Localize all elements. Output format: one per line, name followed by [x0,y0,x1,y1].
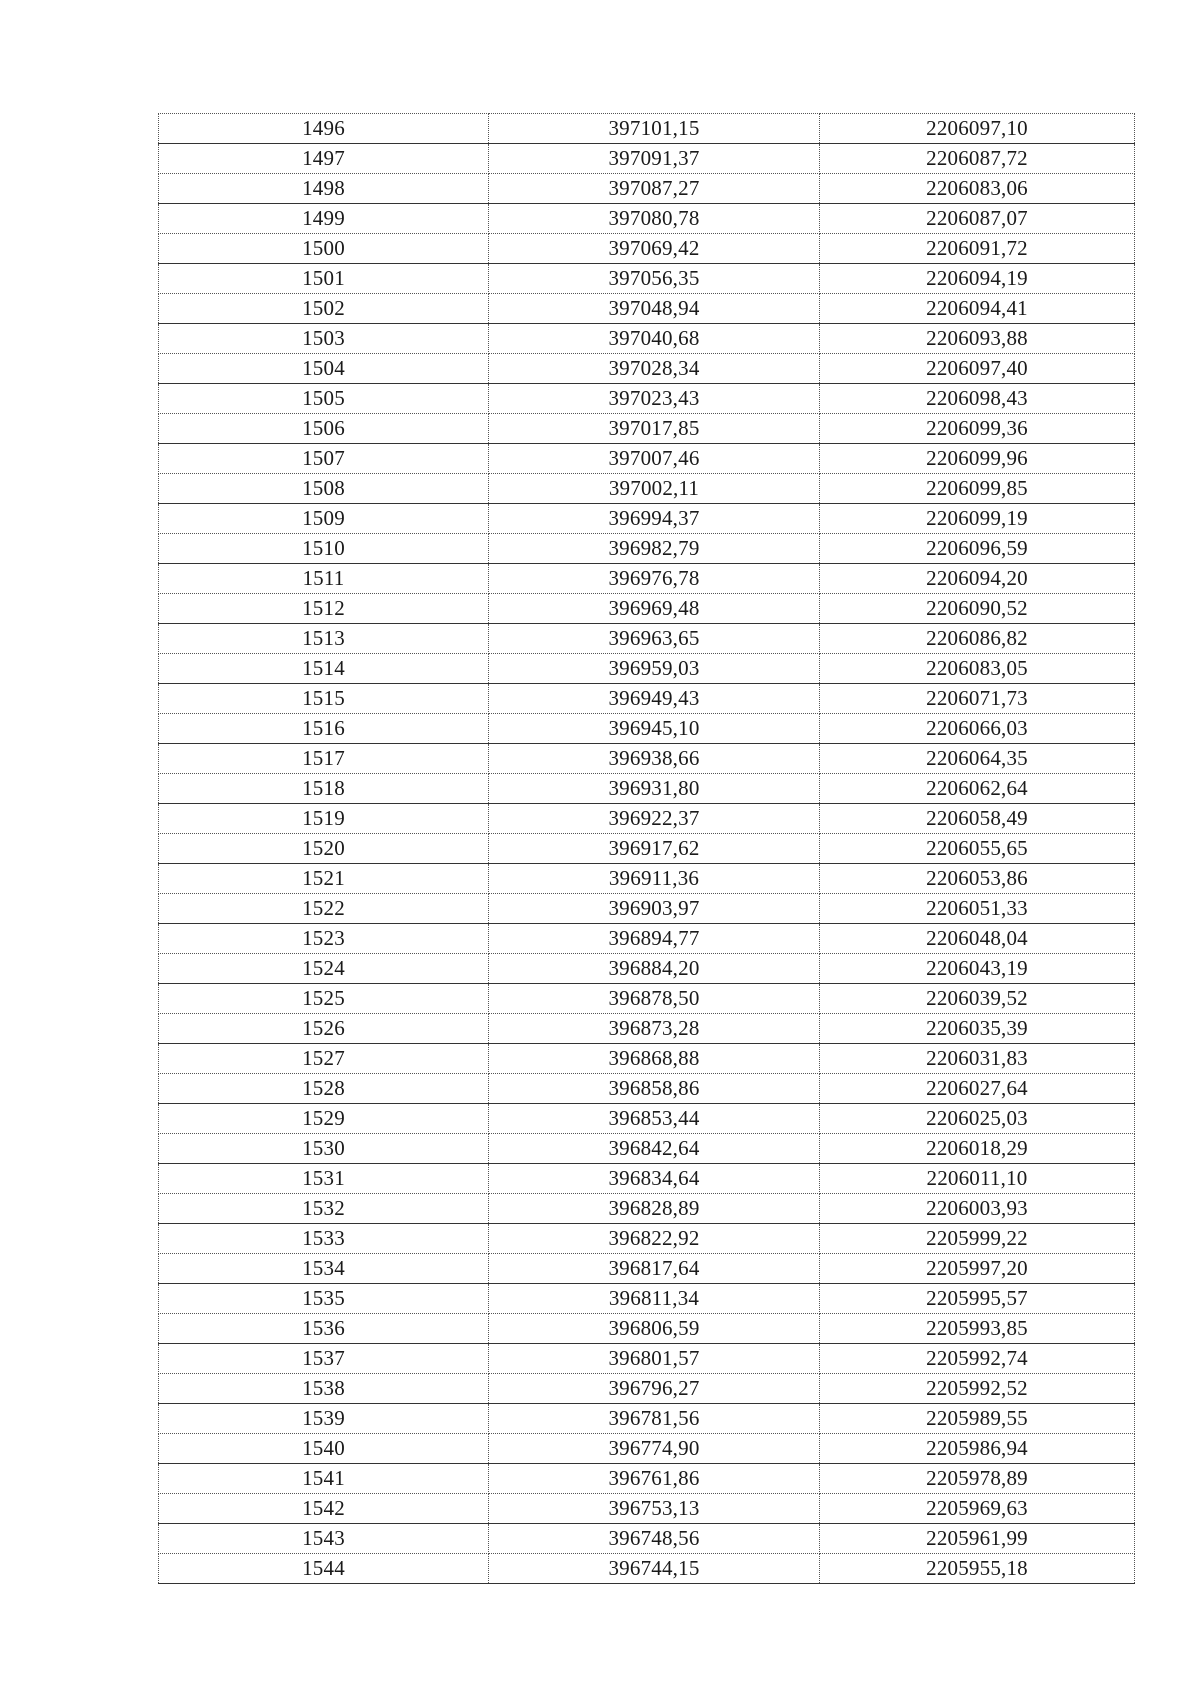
y-coordinate-cell: 2206083,06 [820,174,1135,204]
table-row [159,114,1135,144]
y-coordinate-cell: 2205989,55 [820,1404,1135,1434]
point-number-cell: 1540 [159,1434,489,1464]
y-coordinate-cell: 2205995,57 [820,1284,1135,1314]
y-coordinate-cell: 2206099,96 [820,444,1135,474]
point-number-cell: 1528 [159,1074,489,1104]
x-coordinate-cell: 397017,85 [489,414,820,444]
table-row [159,354,1135,384]
y-coordinate-cell: 2205992,74 [820,1344,1135,1374]
y-coordinate-cell: 2206083,05 [820,654,1135,684]
point-number-cell: 1541 [159,1464,489,1494]
point-number-cell: 1518 [159,774,489,804]
x-coordinate-cell: 396781,56 [489,1404,820,1434]
table-row [159,1044,1135,1074]
point-number-cell: 1531 [159,1164,489,1194]
point-number-cell: 1535 [159,1284,489,1314]
point-number-cell: 1503 [159,324,489,354]
point-number-cell: 1536 [159,1314,489,1344]
y-coordinate-cell: 2206099,36 [820,414,1135,444]
y-coordinate-cell: 2206094,41 [820,294,1135,324]
table-row [159,1344,1135,1374]
table-row [159,1164,1135,1194]
table-row [159,624,1135,654]
table-row [159,684,1135,714]
point-number-cell: 1527 [159,1044,489,1074]
y-coordinate-cell: 2206025,03 [820,1104,1135,1134]
table-row [159,1434,1135,1464]
x-coordinate-cell: 396811,34 [489,1284,820,1314]
point-number-cell: 1525 [159,984,489,1014]
y-coordinate-cell: 2206066,03 [820,714,1135,744]
point-number-cell: 1532 [159,1194,489,1224]
x-coordinate-cell: 396911,36 [489,864,820,894]
point-number-cell: 1500 [159,234,489,264]
point-number-cell: 1511 [159,564,489,594]
x-coordinate-cell: 396894,77 [489,924,820,954]
coordinates-table [158,113,1135,1584]
table-row [159,384,1135,414]
point-number-cell: 1504 [159,354,489,384]
table-row [159,504,1135,534]
point-number-cell: 1537 [159,1344,489,1374]
x-coordinate-cell: 396761,86 [489,1464,820,1494]
x-coordinate-cell: 396949,43 [489,684,820,714]
point-number-cell: 1505 [159,384,489,414]
table-row [159,264,1135,294]
x-coordinate-cell: 397002,11 [489,474,820,504]
point-number-cell: 1501 [159,264,489,294]
point-number-cell: 1533 [159,1224,489,1254]
x-coordinate-cell: 396945,10 [489,714,820,744]
y-coordinate-cell: 2205986,94 [820,1434,1135,1464]
point-number-cell: 1498 [159,174,489,204]
y-coordinate-cell: 2206099,19 [820,504,1135,534]
table-row [159,1224,1135,1254]
x-coordinate-cell: 396873,28 [489,1014,820,1044]
point-number-cell: 1512 [159,594,489,624]
point-number-cell: 1508 [159,474,489,504]
x-coordinate-cell: 397048,94 [489,294,820,324]
point-number-cell: 1524 [159,954,489,984]
x-coordinate-cell: 396922,37 [489,804,820,834]
y-coordinate-cell: 2206090,52 [820,594,1135,624]
x-coordinate-cell: 396834,64 [489,1164,820,1194]
point-number-cell: 1544 [159,1554,489,1584]
x-coordinate-cell: 396982,79 [489,534,820,564]
table-row [159,984,1135,1014]
y-coordinate-cell: 2206018,29 [820,1134,1135,1164]
table-row [159,1284,1135,1314]
y-coordinate-cell: 2206071,73 [820,684,1135,714]
point-number-cell: 1507 [159,444,489,474]
y-coordinate-cell: 2206097,40 [820,354,1135,384]
table-row [159,414,1135,444]
y-coordinate-cell: 2206055,65 [820,834,1135,864]
y-coordinate-cell: 2206091,72 [820,234,1135,264]
table-row [159,714,1135,744]
y-coordinate-cell: 2206039,52 [820,984,1135,1014]
x-coordinate-cell: 396878,50 [489,984,820,1014]
point-number-cell: 1496 [159,114,489,144]
x-coordinate-cell: 396884,20 [489,954,820,984]
table-row [159,144,1135,174]
x-coordinate-cell: 397023,43 [489,384,820,414]
x-coordinate-cell: 396748,56 [489,1524,820,1554]
point-number-cell: 1539 [159,1404,489,1434]
y-coordinate-cell: 2206043,19 [820,954,1135,984]
x-coordinate-cell: 396994,37 [489,504,820,534]
y-coordinate-cell: 2206035,39 [820,1014,1135,1044]
y-coordinate-cell: 2206064,35 [820,744,1135,774]
point-number-cell: 1526 [159,1014,489,1044]
table-row [159,864,1135,894]
y-coordinate-cell: 2205978,89 [820,1464,1135,1494]
point-number-cell: 1519 [159,804,489,834]
x-coordinate-cell: 396744,15 [489,1554,820,1584]
x-coordinate-cell: 396959,03 [489,654,820,684]
table-row [159,174,1135,204]
x-coordinate-cell: 396969,48 [489,594,820,624]
x-coordinate-cell: 396931,80 [489,774,820,804]
point-number-cell: 1538 [159,1374,489,1404]
point-number-cell: 1502 [159,294,489,324]
x-coordinate-cell: 397101,15 [489,114,820,144]
point-number-cell: 1510 [159,534,489,564]
x-coordinate-cell: 397080,78 [489,204,820,234]
table-row [159,1464,1135,1494]
table-row [159,1134,1135,1164]
table-row [159,804,1135,834]
y-coordinate-cell: 2206003,93 [820,1194,1135,1224]
x-coordinate-cell: 396938,66 [489,744,820,774]
y-coordinate-cell: 2206097,10 [820,114,1135,144]
point-number-cell: 1529 [159,1104,489,1134]
table-row [159,1254,1135,1284]
point-number-cell: 1516 [159,714,489,744]
point-number-cell: 1520 [159,834,489,864]
y-coordinate-cell: 2206096,59 [820,534,1135,564]
y-coordinate-cell: 2205969,63 [820,1494,1135,1524]
y-coordinate-cell: 2205992,52 [820,1374,1135,1404]
table-row [159,924,1135,954]
table-row [159,294,1135,324]
y-coordinate-cell: 2206087,07 [820,204,1135,234]
table-row [159,834,1135,864]
x-coordinate-cell: 396842,64 [489,1134,820,1164]
x-coordinate-cell: 396753,13 [489,1494,820,1524]
y-coordinate-cell: 2205999,22 [820,1224,1135,1254]
table-row [159,1104,1135,1134]
table-row [159,954,1135,984]
point-number-cell: 1522 [159,894,489,924]
x-coordinate-cell: 397091,37 [489,144,820,174]
point-number-cell: 1534 [159,1254,489,1284]
x-coordinate-cell: 397040,68 [489,324,820,354]
table-row [159,744,1135,774]
table-row [159,1074,1135,1104]
table-row [159,234,1135,264]
table-row [159,1194,1135,1224]
y-coordinate-cell: 2205997,20 [820,1254,1135,1284]
table-row [159,594,1135,624]
table-row [159,654,1135,684]
x-coordinate-cell: 396868,88 [489,1044,820,1074]
point-number-cell: 1513 [159,624,489,654]
table-row [159,204,1135,234]
x-coordinate-cell: 397056,35 [489,264,820,294]
y-coordinate-cell: 2206094,20 [820,564,1135,594]
table-row [159,774,1135,804]
x-coordinate-cell: 396828,89 [489,1194,820,1224]
table-row [159,1374,1135,1404]
x-coordinate-cell: 397007,46 [489,444,820,474]
x-coordinate-cell: 397069,42 [489,234,820,264]
y-coordinate-cell: 2205955,18 [820,1554,1135,1584]
y-coordinate-cell: 2206093,88 [820,324,1135,354]
y-coordinate-cell: 2206058,49 [820,804,1135,834]
table-row [159,534,1135,564]
table-row [159,1314,1135,1344]
point-number-cell: 1543 [159,1524,489,1554]
table-row [159,324,1135,354]
y-coordinate-cell: 2206027,64 [820,1074,1135,1104]
x-coordinate-cell: 396806,59 [489,1314,820,1344]
point-number-cell: 1517 [159,744,489,774]
table-row [159,894,1135,924]
point-number-cell: 1509 [159,504,489,534]
x-coordinate-cell: 397087,27 [489,174,820,204]
y-coordinate-cell: 2206062,64 [820,774,1135,804]
x-coordinate-cell: 397028,34 [489,354,820,384]
y-coordinate-cell: 2206086,82 [820,624,1135,654]
point-number-cell: 1530 [159,1134,489,1164]
y-coordinate-cell: 2206053,86 [820,864,1135,894]
point-number-cell: 1542 [159,1494,489,1524]
x-coordinate-cell: 396903,97 [489,894,820,924]
y-coordinate-cell: 2205961,99 [820,1524,1135,1554]
x-coordinate-cell: 396853,44 [489,1104,820,1134]
table-row [159,1494,1135,1524]
point-number-cell: 1499 [159,204,489,234]
x-coordinate-cell: 396976,78 [489,564,820,594]
x-coordinate-cell: 396774,90 [489,1434,820,1464]
table-row [159,1524,1135,1554]
point-number-cell: 1523 [159,924,489,954]
x-coordinate-cell: 396822,92 [489,1224,820,1254]
y-coordinate-cell: 2206099,85 [820,474,1135,504]
point-number-cell: 1515 [159,684,489,714]
table-row [159,1014,1135,1044]
y-coordinate-cell: 2206011,10 [820,1164,1135,1194]
y-coordinate-cell: 2206087,72 [820,144,1135,174]
y-coordinate-cell: 2206094,19 [820,264,1135,294]
x-coordinate-cell: 396963,65 [489,624,820,654]
x-coordinate-cell: 396917,62 [489,834,820,864]
y-coordinate-cell: 2206048,04 [820,924,1135,954]
y-coordinate-cell: 2206051,33 [820,894,1135,924]
x-coordinate-cell: 396796,27 [489,1374,820,1404]
table-row [159,564,1135,594]
coordinates-table-body [159,114,1135,1584]
x-coordinate-cell: 396858,86 [489,1074,820,1104]
y-coordinate-cell: 2206098,43 [820,384,1135,414]
x-coordinate-cell: 396801,57 [489,1344,820,1374]
table-row [159,444,1135,474]
point-number-cell: 1521 [159,864,489,894]
y-coordinate-cell: 2206031,83 [820,1044,1135,1074]
point-number-cell: 1514 [159,654,489,684]
point-number-cell: 1497 [159,144,489,174]
y-coordinate-cell: 2205993,85 [820,1314,1135,1344]
point-number-cell: 1506 [159,414,489,444]
table-row [159,1554,1135,1584]
table-row [159,474,1135,504]
table-row [159,1404,1135,1434]
x-coordinate-cell: 396817,64 [489,1254,820,1284]
